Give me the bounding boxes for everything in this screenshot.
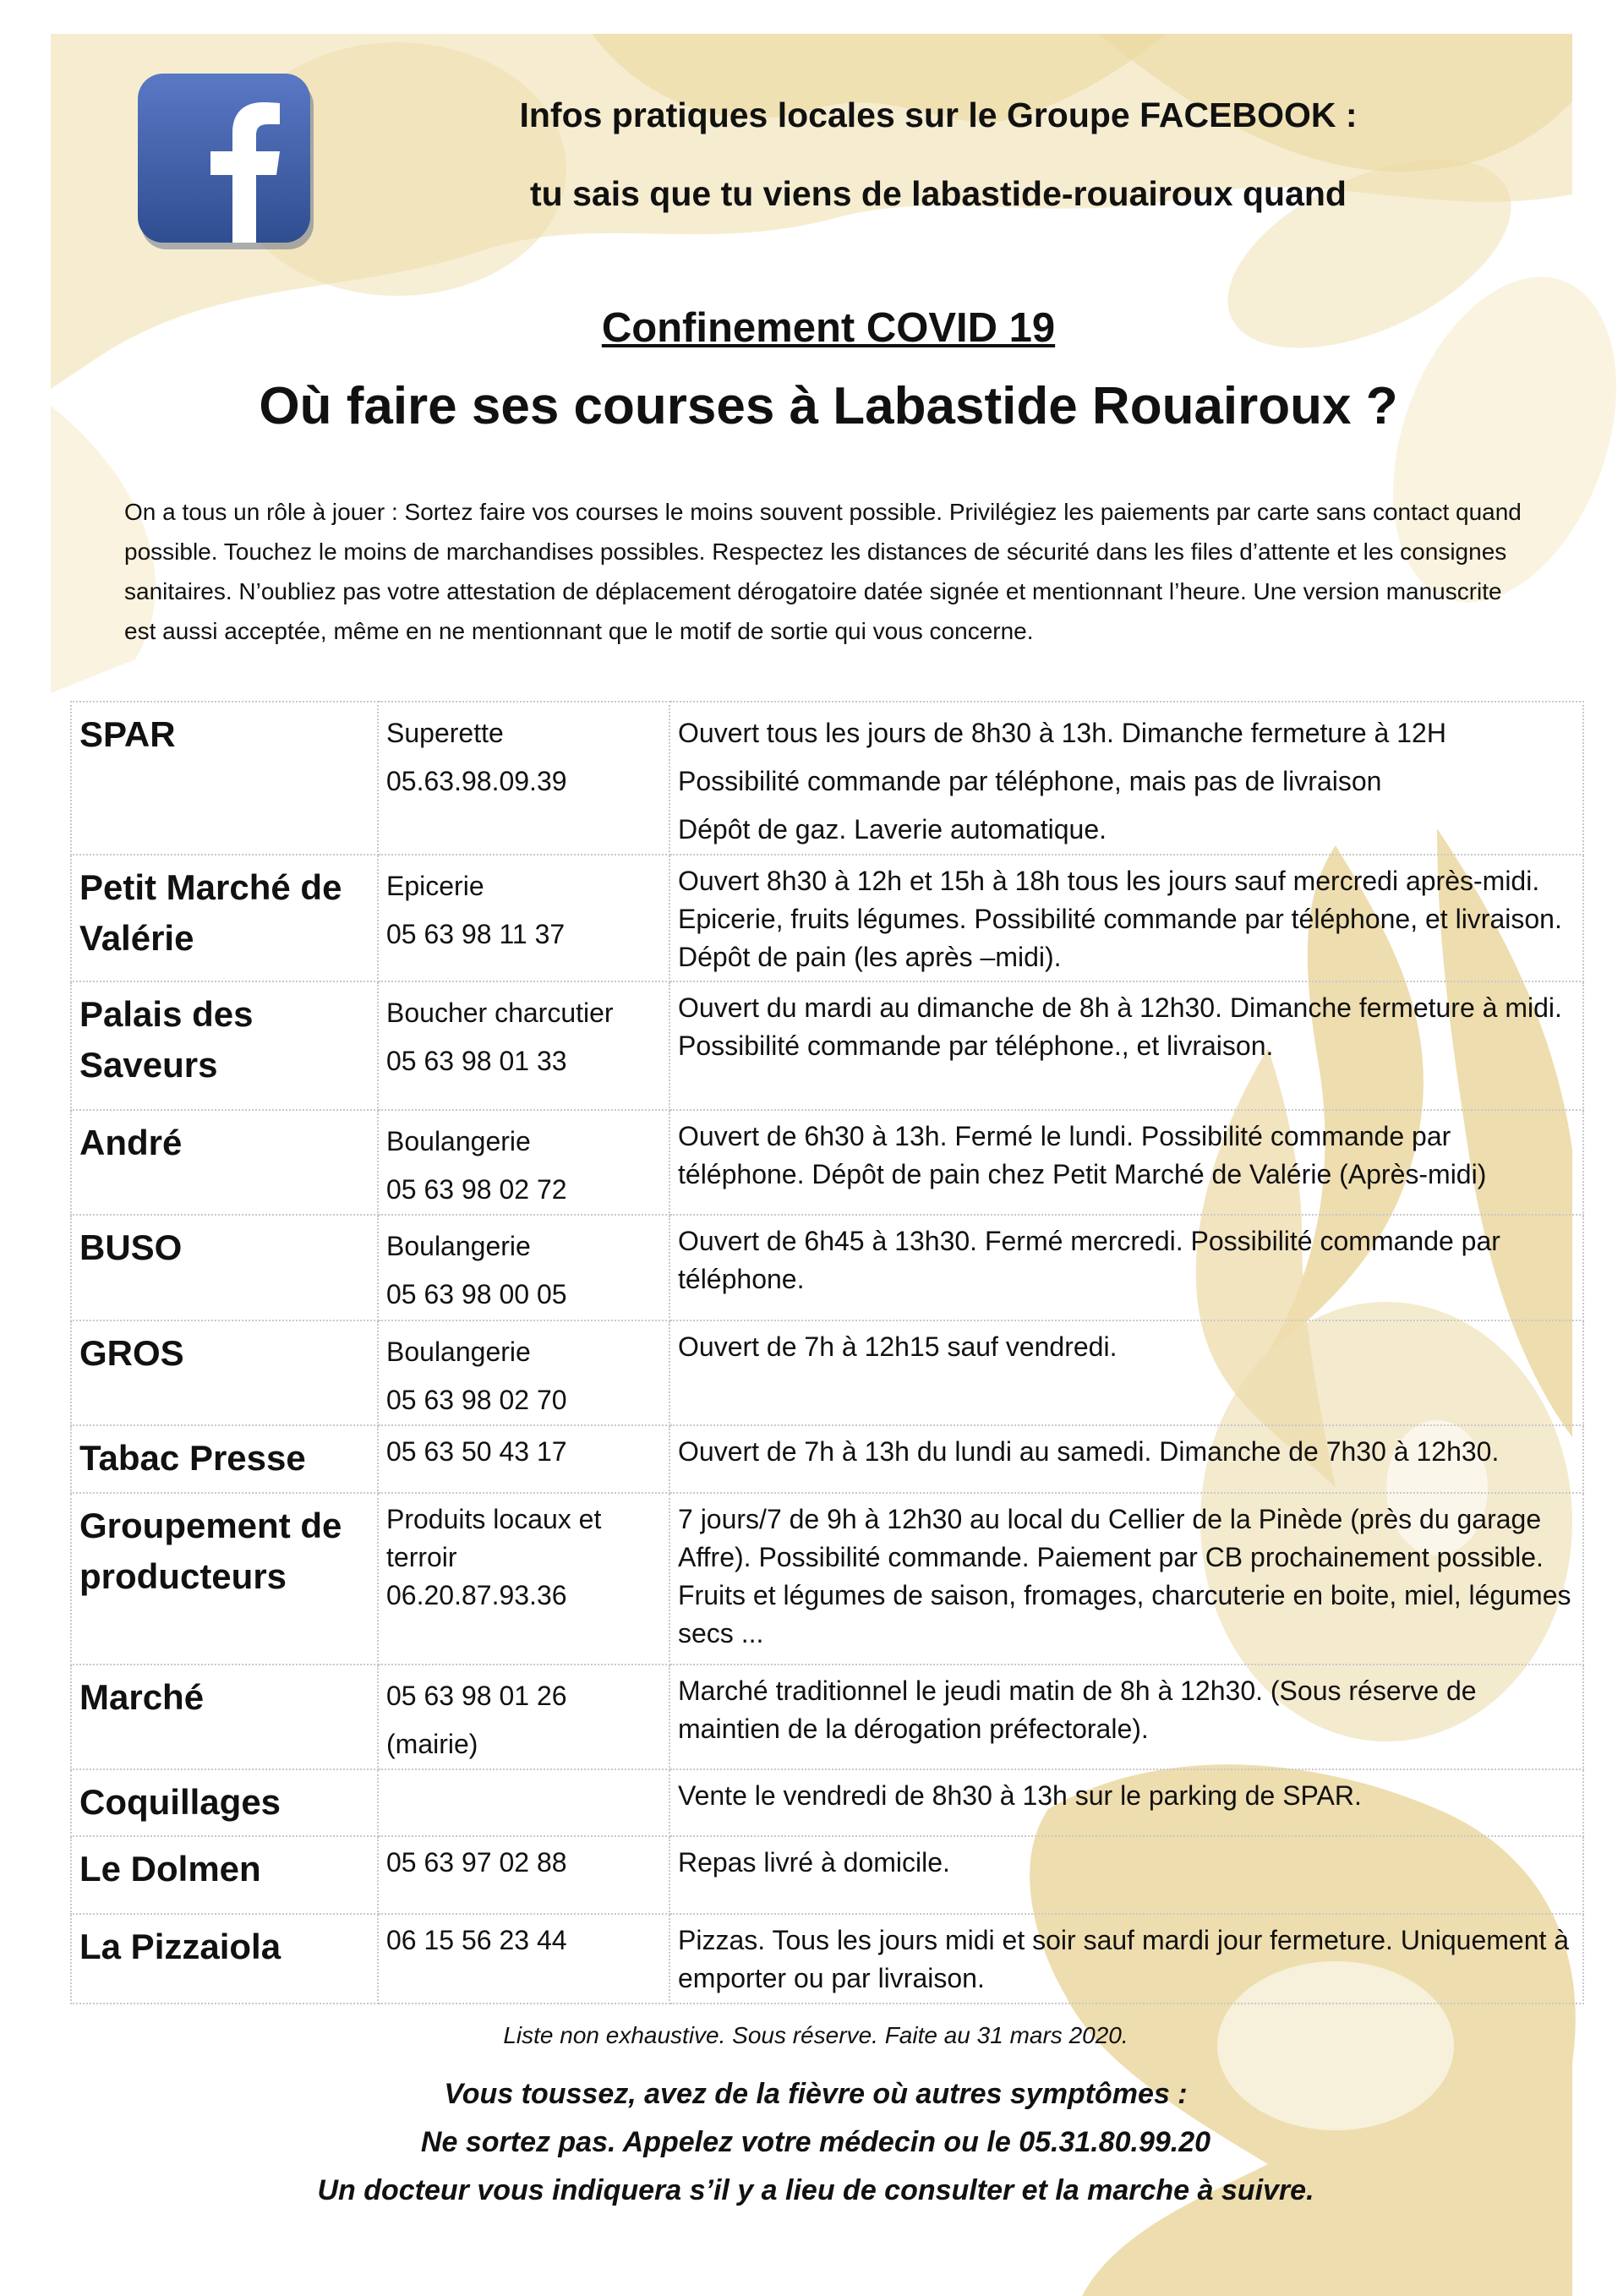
shop-info: Vente le vendredi de 8h30 à 13h sur le parking de SPAR. xyxy=(669,1769,1583,1836)
page-title: Où faire ses courses à Labastide Rouairoux ? xyxy=(259,377,1398,435)
warning-line: Vous toussez, avez de la fièvre où autres symptômes : xyxy=(444,2078,1188,2110)
header-line-2: tu sais que tu viens de labastide-rouairoux quand xyxy=(530,174,1347,213)
shop-name: Groupement de producteurs xyxy=(71,1493,378,1665)
shop-type: Epicerie xyxy=(386,871,484,901)
table-row xyxy=(71,1215,1583,1320)
shop-type: Boucher charcutier xyxy=(386,998,614,1028)
shop-type-phone xyxy=(378,1215,669,1320)
shop-type-phone xyxy=(378,1110,669,1215)
shop-info-line: Possibilité commande par téléphone, mais pas de livraison xyxy=(678,766,1382,796)
shop-name: BUSO xyxy=(71,1215,378,1320)
shop-type: Boulangerie xyxy=(386,1337,531,1367)
subtitle: Confinement COVID 19 xyxy=(601,305,1056,351)
shop-type-phone xyxy=(378,1320,669,1425)
table-row xyxy=(71,1425,1583,1493)
shop-name: Coquillages xyxy=(71,1769,378,1836)
shop-info: Marché traditionnel le jeudi matin de 8h à 12h30. (Sous réserve de maintien de la dérogation préfectorale). xyxy=(669,1665,1583,1769)
shop-info: Ouvert de 6h45 à 13h30. Fermé mercredi. Possibilité commande par téléphone. xyxy=(669,1215,1583,1320)
shop-info: Ouvert 8h30 à 12h et 15h à 18h tous les jours sauf mercredi après-midi. Epicerie, fruits légumes. Possibilité commande par téléphone, et livraison. Dépôt de pain (les après –midi). xyxy=(669,855,1583,981)
shop-name: Le Dolmen xyxy=(71,1836,378,1914)
table-row xyxy=(71,1769,1583,1836)
facebook-icon[interactable] xyxy=(138,74,317,253)
shop-type: Superette xyxy=(386,718,504,748)
shop-name: Marché xyxy=(71,1665,378,1769)
shop-phone: 05 63 98 00 05 xyxy=(386,1279,567,1309)
table-row xyxy=(71,981,1583,1110)
shop-name: Petit Marché de Valérie xyxy=(71,855,378,981)
shop-type-phone xyxy=(378,1665,669,1769)
shop-phone: 05 63 98 02 72 xyxy=(386,1174,567,1205)
shop-info: Pizzas. Tous les jours midi et soir sauf mardi jour fermeture. Uniquement à emporter ou par livraison. xyxy=(669,1914,1583,2004)
intro-paragraph: On a tous un rôle à jouer : Sortez faire vos courses le moins souvent possible. Privilégiez les paiements par carte sans contact quand possible. Touchez le moins de marchandises possibles. Respectez les distances de sécurité dans les files d’attente et les consignes sanitaires. N’oubliez pas votre attestation de déplacement dérogatoire datée signée et mentionnant l’heure. Une version manuscrite est aussi acceptée, même en ne mentionnant que le motif de sortie qui vous concerne. xyxy=(124,499,1522,644)
shop-phone-note: (mairie) xyxy=(386,1729,478,1759)
shop-phone: 05 63 50 43 17 xyxy=(386,1436,567,1467)
shop-type: Boulangerie xyxy=(386,1126,531,1156)
shop-type-phone xyxy=(378,702,669,855)
shop-type: Boulangerie xyxy=(386,1231,531,1261)
shop-type: Produits locaux et terroir xyxy=(386,1504,602,1572)
table-row xyxy=(71,1836,1583,1914)
shop-type-phone xyxy=(378,1425,669,1493)
shop-phone: 05.63.98.09.39 xyxy=(386,766,567,796)
shop-info: Ouvert de 7h à 13h du lundi au samedi. Dimanche de 7h30 à 12h30. xyxy=(669,1425,1583,1493)
shop-info-line: Dépôt de gaz. Laverie automatique. xyxy=(678,814,1107,845)
warning-line: Ne sortez pas. Appelez votre médecin ou le 05.31.80.99.20 xyxy=(420,2126,1211,2158)
table-row xyxy=(71,1665,1583,1769)
table-row xyxy=(71,702,1583,855)
header-line-1: Infos pratiques locales sur le Groupe FACEBOOK : xyxy=(519,96,1358,134)
table-row xyxy=(71,1493,1583,1665)
footer-note: Liste non exhaustive. Sous réserve. Faite au 31 mars 2020. xyxy=(503,2022,1128,2048)
shops-table xyxy=(70,701,1584,2004)
shop-name: Palais des Saveurs xyxy=(71,981,378,1110)
shop-phone: 06.20.87.93.36 xyxy=(386,1580,567,1610)
shop-info: Repas livré à domicile. xyxy=(669,1836,1583,1914)
shop-phone: 05 63 98 01 33 xyxy=(386,1046,567,1076)
shop-name: GROS xyxy=(71,1320,378,1425)
shop-info: 7 jours/7 de 9h à 12h30 au local du Cellier de la Pinède (près du garage Affre). Possibilité commande. Paiement par CB prochainement possible. Fruits et légumes de saison, fromages, charcuterie en boite, miel, légumes secs ... xyxy=(669,1493,1583,1665)
shop-info: Ouvert de 6h30 à 13h. Fermé le lundi. Possibilité commande par téléphone. Dépôt de pain chez Petit Marché de Valérie (Après-midi) xyxy=(669,1110,1583,1215)
shop-phone: 05 63 98 11 37 xyxy=(386,919,566,949)
shop-phone: 05 63 98 02 70 xyxy=(386,1385,567,1415)
shop-name: Tabac Presse xyxy=(71,1425,378,1493)
shop-phone: 06 15 56 23 44 xyxy=(386,1925,567,1955)
table-row xyxy=(71,1110,1583,1215)
shop-type-phone xyxy=(378,1493,669,1665)
table-row xyxy=(71,1320,1583,1425)
shop-name: La Pizzaiola xyxy=(71,1914,378,2004)
shop-name: André xyxy=(71,1110,378,1215)
table-row xyxy=(71,855,1583,981)
shop-type-phone xyxy=(378,1836,669,1914)
shop-info-line: Ouvert tous les jours de 8h30 à 13h. Dimanche fermeture à 12H xyxy=(678,718,1446,748)
shop-type-phone xyxy=(378,1769,669,1836)
shop-type-phone xyxy=(378,981,669,1110)
shop-name: SPAR xyxy=(71,702,378,855)
shop-phone: 05 63 98 01 26 xyxy=(386,1681,567,1711)
table-row xyxy=(71,1914,1583,2004)
shop-info: Ouvert de 7h à 12h15 sauf vendredi. xyxy=(669,1320,1583,1425)
shop-type-phone xyxy=(378,855,669,981)
shop-info xyxy=(669,702,1583,855)
warning-line: Un docteur vous indiquera s’il y a lieu de consulter et la marche à suivre. xyxy=(317,2174,1314,2206)
shop-phone: 05 63 97 02 88 xyxy=(386,1847,567,1878)
shop-type-phone xyxy=(378,1914,669,2004)
shop-info: Ouvert du mardi au dimanche de 8h à 12h30. Dimanche fermeture à midi. Possibilité commande par téléphone., et livraison. xyxy=(669,981,1583,1110)
